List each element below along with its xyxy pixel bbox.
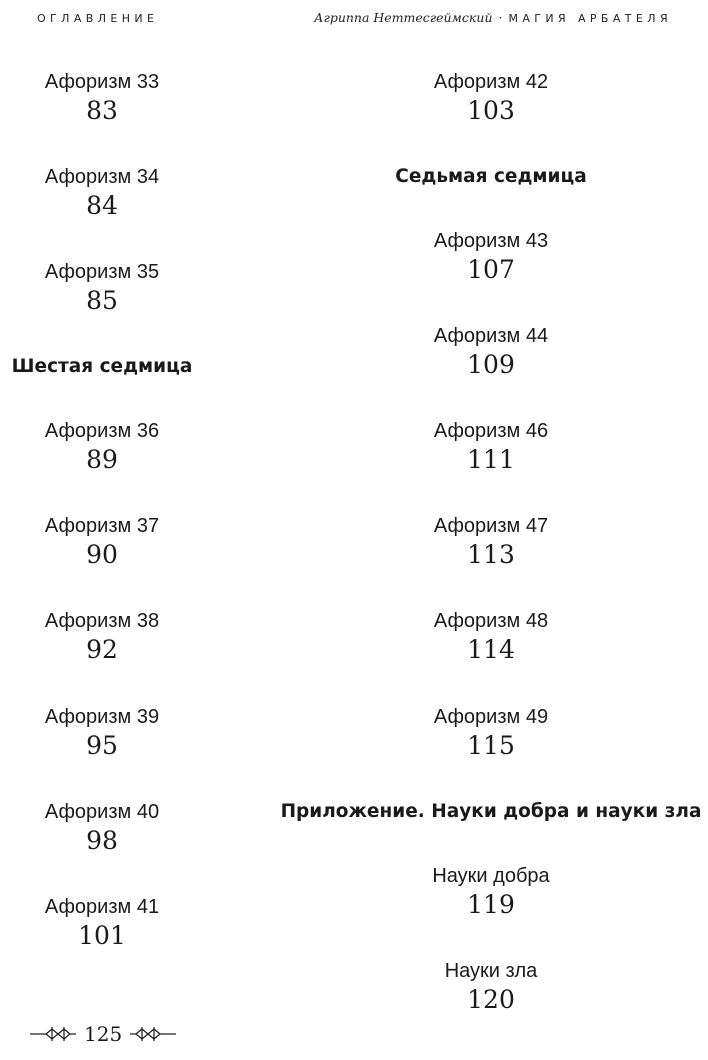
toc-entry-page: 111: [467, 445, 515, 474]
toc-entry-page: 85: [86, 286, 118, 315]
toc-entry: [445, 959, 538, 1016]
toc-entry: [434, 419, 548, 476]
toc-entry: [45, 609, 159, 666]
decorative-ornament-icon: [28, 1025, 78, 1043]
toc-entry-label: Афоризм 36: [44, 420, 160, 442]
toc-entry-page: 115: [467, 731, 515, 760]
toc-entry: [434, 705, 548, 762]
toc-entry-label: Афоризм 43: [433, 230, 549, 252]
running-head-separator: ·: [498, 10, 503, 25]
toc-entry-page: 84: [86, 191, 118, 220]
toc-entry-label: Афоризм 46: [433, 420, 549, 442]
toc-entry: [45, 70, 159, 127]
toc-entry-label: Афоризм 47: [433, 515, 549, 537]
toc-entry-label: Науки добра: [432, 865, 550, 887]
toc-entry-label: Науки зла: [444, 960, 538, 982]
toc-entry-page: 90: [86, 540, 118, 569]
toc-entry-label: Афоризм 39: [44, 706, 160, 728]
toc-entry-label: Афоризм 49: [433, 706, 549, 728]
toc-entry-label: Афоризм 33: [44, 71, 160, 93]
toc-entry-page: 119: [467, 890, 515, 919]
toc-entry-label: Афоризм 38: [44, 610, 160, 632]
toc-entry-page: 103: [467, 96, 515, 125]
toc-entry-label: Афоризм 44: [433, 325, 549, 347]
running-head-author: Агриппа Неттесгеймский: [314, 10, 493, 25]
toc-entry-page: 98: [86, 826, 118, 855]
toc-entry-page: 109: [467, 350, 515, 379]
toc-entry: [45, 705, 159, 762]
toc-entry-page: 114: [467, 635, 515, 664]
toc-entry: [434, 70, 548, 127]
running-head-section: ОГЛАВЛЕНИЕ: [37, 12, 159, 25]
running-head-book: [314, 10, 672, 25]
toc-entry: [45, 165, 159, 222]
section-heading: Седьмая седмица: [395, 166, 587, 187]
toc-entry-page: 83: [86, 96, 118, 125]
toc-entry-label: Афоризм 37: [44, 515, 160, 537]
toc-entry-page: 92: [86, 635, 118, 664]
section-heading: Шестая седмица: [11, 356, 193, 377]
appendix-heading: Приложение. Науки добра и науки зла: [280, 801, 702, 822]
decorative-ornament-icon: [128, 1025, 178, 1043]
toc-entry-page: 101: [78, 921, 126, 950]
page-number: 125: [84, 1022, 123, 1046]
toc-entry: [434, 324, 548, 381]
toc-entry: [434, 609, 548, 666]
toc-entry-label: Афоризм 48: [433, 610, 549, 632]
toc-entry: [432, 864, 549, 921]
toc-entry-page: 113: [467, 540, 515, 569]
toc-entry-page: 120: [467, 985, 515, 1014]
toc-entry: [434, 514, 548, 571]
toc-entry-page: 89: [86, 445, 118, 474]
toc-entry-label: Афоризм 34: [44, 166, 160, 188]
toc-entry-label: Афоризм 35: [44, 261, 160, 283]
toc-entry: [45, 514, 159, 571]
page-footer: [28, 1022, 178, 1046]
toc-entry: [45, 419, 159, 476]
toc-entry-page: 107: [467, 255, 515, 284]
toc-entry: [45, 800, 159, 857]
toc-entry-label: Афоризм 42: [433, 71, 549, 93]
toc-entry: [45, 895, 159, 952]
toc-entry: [45, 260, 159, 317]
toc-entry-label: Афоризм 41: [44, 896, 160, 918]
toc-entry-label: Афоризм 40: [44, 801, 160, 823]
toc-entry: [434, 229, 548, 286]
running-head-title: МАГИЯ АРБАТЕЛЯ: [508, 12, 672, 25]
toc-entry-page: 95: [86, 731, 118, 760]
